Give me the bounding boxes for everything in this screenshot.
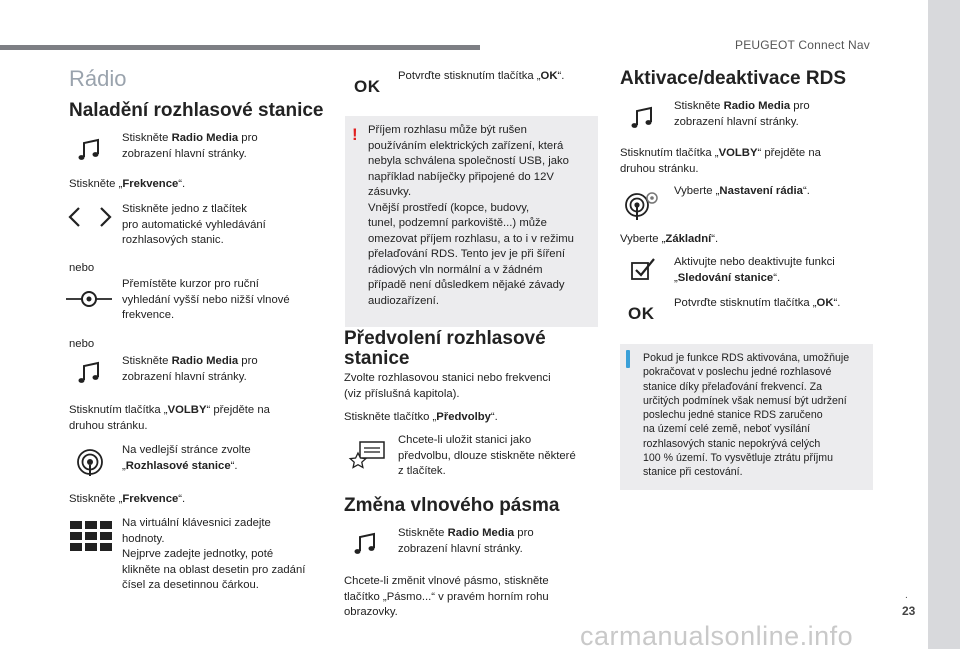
step-radio-media-3: Stiskněte Radio Media pro zobrazení hlavní stránky. — [398, 527, 534, 555]
or-label-1: nebo — [69, 262, 95, 274]
info-box — [620, 344, 873, 490]
preset-intro: Zvolte rozhlasovou stanici nebo frekvenci (viz příslušná kapitola). — [344, 372, 551, 400]
heading-change-band: Změna vlnového pásma — [344, 495, 560, 516]
warning-box — [345, 116, 598, 327]
step-radio-media-2: Stiskněte Radio Media pro zobrazení hlavní stránky. — [122, 355, 258, 383]
step-radio-media-1: Stiskněte Radio Media pro zobrazení hlavní stránky. — [122, 132, 258, 160]
step-select-basic: Vyberte „Základní“. — [620, 233, 719, 245]
step-volby-2: Stisknutím tlačítka „VOLBY“ přejděte na druhou stránku. — [620, 147, 821, 175]
section-title: Rádio — [69, 66, 127, 91]
step-station-tracking: Aktivujte nebo deaktivujte funkci „Sledování stanice“. — [674, 256, 835, 284]
ok-label-icon: OK — [628, 304, 655, 323]
warning-icon: ! — [352, 125, 358, 144]
page-number: 23 — [902, 604, 916, 618]
step-choose-stations: Na vedlejší stránce zvolte „Rozhlasové stanice“. — [122, 444, 251, 472]
info-text: Pokud je funkce RDS aktivována, umožňuje pokračovat v poslechu jedné rozhlasové stanice díky přelaďování frekvencí. Za určitých podmínek však nemusí být udržení poslechu jedné stanice RDS zaručeno na území celé země, neboť vysílání rozhlasových stanic nepokrývá celých 100 % území. To vysvětluje ztrátu příjmu stanice při cestování. — [643, 352, 850, 479]
header-rule — [0, 45, 480, 50]
heading-preset-station: Předvolení rozhlasové stanice — [344, 328, 546, 369]
step-press-presets: Stiskněte tlačítko „Předvolby“. — [344, 411, 498, 423]
step-volby-1: Stisknutím tlačítka „VOLBY“ přejděte na druhou stránku. — [69, 404, 270, 432]
heading-rds: Aktivace/deaktivace RDS — [620, 68, 847, 89]
step-virtual-keyboard: Na virtuální klávesnici zadejte hodnoty. Nejprve zadejte jednotky, poté klikněte na oblast desetin pro zadání čísel za desetinnou čárkou. — [122, 517, 306, 591]
checkbox-icon — [630, 257, 656, 281]
or-label-2: nebo — [69, 338, 95, 350]
step-press-frequency-2: Stiskněte „Frekvence“. — [69, 493, 186, 505]
heading-tune-station: Naladění rozhlasové stanice — [69, 100, 324, 121]
radio-settings-icon — [624, 190, 660, 220]
music-note-icon — [352, 532, 378, 558]
music-note-icon — [629, 106, 655, 132]
chevron-left-right-icon — [66, 205, 114, 229]
band-instructions: Chcete-li změnit vlnové pásmo, stiskněte tlačítko „Pásmo...“ v pravém horním rohu obrazovky. — [344, 575, 549, 618]
step-press-frequency-1: Stiskněte „Frekvence“. — [69, 178, 186, 190]
step-confirm-ok-1: Potvrďte stisknutím tlačítka „OK“. — [398, 70, 565, 82]
music-note-icon — [76, 138, 102, 164]
star-preset-icon — [348, 440, 386, 470]
page-dot: . — [905, 590, 908, 601]
radio-station-icon — [76, 448, 104, 476]
keypad-icon — [70, 521, 112, 551]
step-confirm-ok-2: Potvrďte stisknutím tlačítka „OK“. — [674, 297, 841, 309]
info-icon — [626, 350, 630, 368]
page-side-tab — [928, 0, 960, 649]
step-manual-search: Přemístěte kurzor pro ruční vyhledání vyšší nebo nižší vlnové frekvence. — [122, 278, 290, 321]
warning-text: Příjem rozhlasu může být rušen používáním elektrických zařízení, která nebyla schválena společností USB, jako například nabíječky připojené do 12V zásuvky. Vnější prostředí (kopce, budovy, tunel, podzemní parkoviště...) může omezovat příjem rozhlasu, a to i v režimu přelaďování RDS. Tento jev je při šíření rádiových vln normální a v žádném případě není důsledkem nějaké závady audiozařízení. — [368, 124, 574, 307]
step-radio-media-4: Stiskněte Radio Media pro zobrazení hlavní stránky. — [674, 100, 810, 128]
slider-cursor-icon — [64, 288, 114, 310]
ok-label-icon: OK — [354, 77, 381, 96]
step-radio-settings: Vyberte „Nastavení rádia“. — [674, 185, 810, 197]
step-save-preset: Chcete-li uložit stanici jako předvolbu, dlouze stiskněte některé z tlačítek. — [398, 434, 576, 477]
watermark: carmanualsonline.info — [580, 621, 854, 649]
music-note-icon — [76, 361, 102, 387]
step-auto-search: Stiskněte jedno z tlačítek pro automatické vyhledávání rozhlasových stanic. — [122, 203, 266, 246]
header-brand: PEUGEOT Connect Nav — [735, 38, 870, 52]
